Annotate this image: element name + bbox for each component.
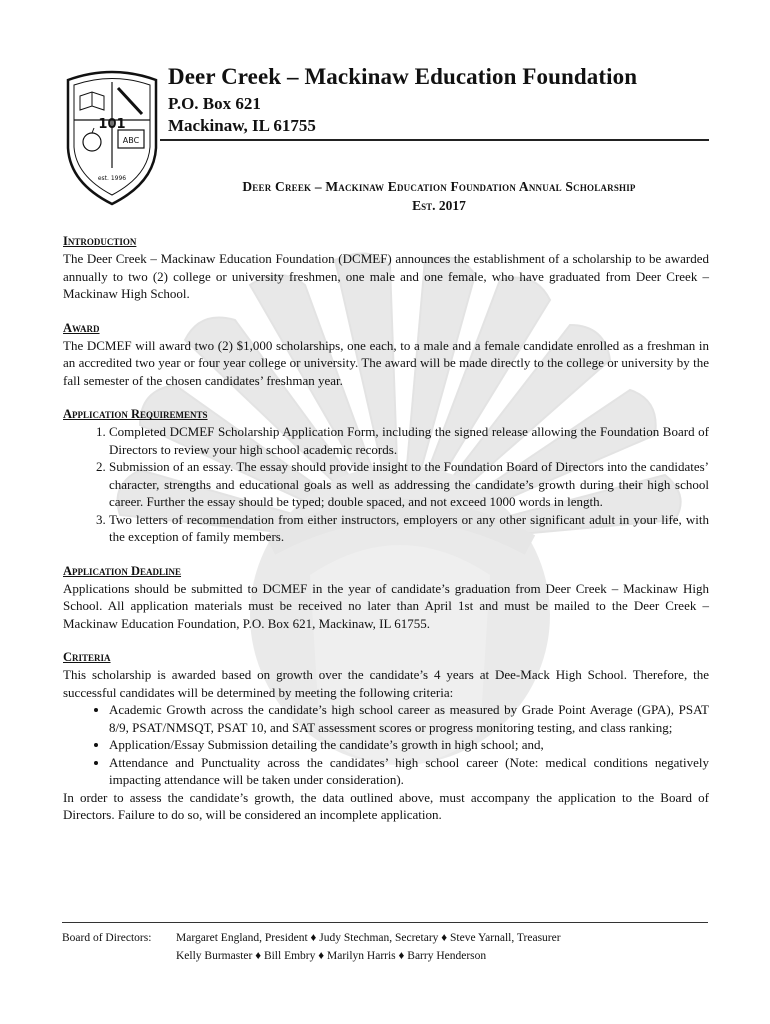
logo-text-est: est. 1996 — [97, 175, 127, 182]
introduction-text: The Deer Creek – Mackinaw Education Foundation (DCMEF) announces the establishment of a scholarship to be awarded annually to two (2) college or university freshmen, one male and one female, who have graduated from Deer Creek – Mackinaw High School. — [63, 251, 709, 301]
footer-label: Board of Directors: — [62, 932, 152, 944]
document-body — [63, 233, 709, 841]
requirements-section — [63, 406, 709, 546]
requirement-item: 3. Two letters of recommendation from either instructors, employers or any other significant adult in your life, with the exception of family members. — [109, 511, 709, 546]
requirements-list — [63, 423, 709, 546]
criteria-intro: This scholarship is awarded based on growth over the candidate’s 4 years at Dee-Mack High School. Therefore, the successful candidates will be determined by meeting the following criteria: — [63, 667, 709, 700]
criteria-list — [63, 701, 709, 789]
header-divider — [160, 139, 709, 141]
logo-text-abc: ABC — [122, 136, 140, 145]
address-line-2: Mackinaw, IL 61755 — [168, 116, 316, 135]
criteria-item: • Attendance and Punctuality across the candidates’ high school career (Note: medical conditions negatively impacting attendance will be taken under consideration). — [109, 754, 709, 789]
address-line-1: P.O. Box 621 — [168, 94, 261, 113]
document-subtitle: Est. 2017 — [412, 198, 466, 213]
requirement-item: 2. Submission of an essay. The essay should provide insight to the Foundation Board of Directors into the candidates’ character, strengths and educational goals as well as addressing the candidate’s growth during their high school career. Further the essay should be typed; double spaced, and not exceed 1000 words in length. — [109, 458, 709, 511]
introduction-section — [63, 233, 709, 303]
award-heading: Award — [63, 320, 100, 335]
footer-divider — [62, 922, 708, 923]
criteria-heading: Criteria — [63, 650, 111, 664]
foundation-logo-icon — [62, 58, 162, 208]
criteria-section — [63, 649, 709, 824]
criteria-closing: In order to assess the candidate’s growth, the data outlined above, must accompany the application to the Board of Directors. Failure to do so, will be considered an incomplete application. — [63, 789, 709, 822]
criteria-item: • Application/Essay Submission detailing the candidate’s growth in high school; and, — [109, 736, 709, 754]
board-members-line-2: Kelly Burmaster ♦ Bill Embry ♦ Marilyn Harris ♦ Barry Henderson — [176, 950, 487, 962]
award-section — [63, 320, 709, 390]
award-text: The DCMEF will award two (2) $1,000 scholarships, one each, to a male and a female candidate enrolled as a freshman in an accredited two year or four year college or university. The award will be made directly to the college or university by the fall semester of the chosen candidates’ freshman year. — [63, 337, 709, 388]
document-title: Deer Creek – Mackinaw Education Foundation Annual Scholarship — [242, 179, 636, 194]
requirements-heading: Application Requirements — [63, 407, 208, 421]
introduction-heading: Introduction — [63, 234, 137, 248]
requirement-item: 1. Completed DCMEF Scholarship Application Form, including the signed release allowing the Foundation Board of Directors to review your high school academic records. — [109, 423, 709, 458]
deadline-text: Applications should be submitted to DCMEF in the year of candidate’s graduation from Deer Creek – Mackinaw High School. All application materials must be received no later than April 1st and must be mailed to the Deer Creek – Mackinaw Education Foundation, P.O. Box 621, Mackinaw, IL 61755. — [63, 580, 709, 631]
logo-text-101: 101 — [98, 117, 126, 132]
organization-name: Deer Creek – Mackinaw Education Foundation — [168, 64, 638, 89]
deadline-section — [63, 563, 709, 633]
board-members-line-1: Margaret England, President ♦ Judy Stechman, Secretary ♦ Steve Yarnall, Treasurer — [176, 932, 561, 944]
criteria-item: • Academic Growth across the candidate’s high school career as measured by Grade Point Average (GPA), PSAT 8/9, PSAT/NMSQT, PSAT 10, and SAT assessment scores or progress monitoring testing, and class ranking; — [109, 701, 709, 736]
deadline-heading: Application Deadline — [63, 563, 182, 578]
